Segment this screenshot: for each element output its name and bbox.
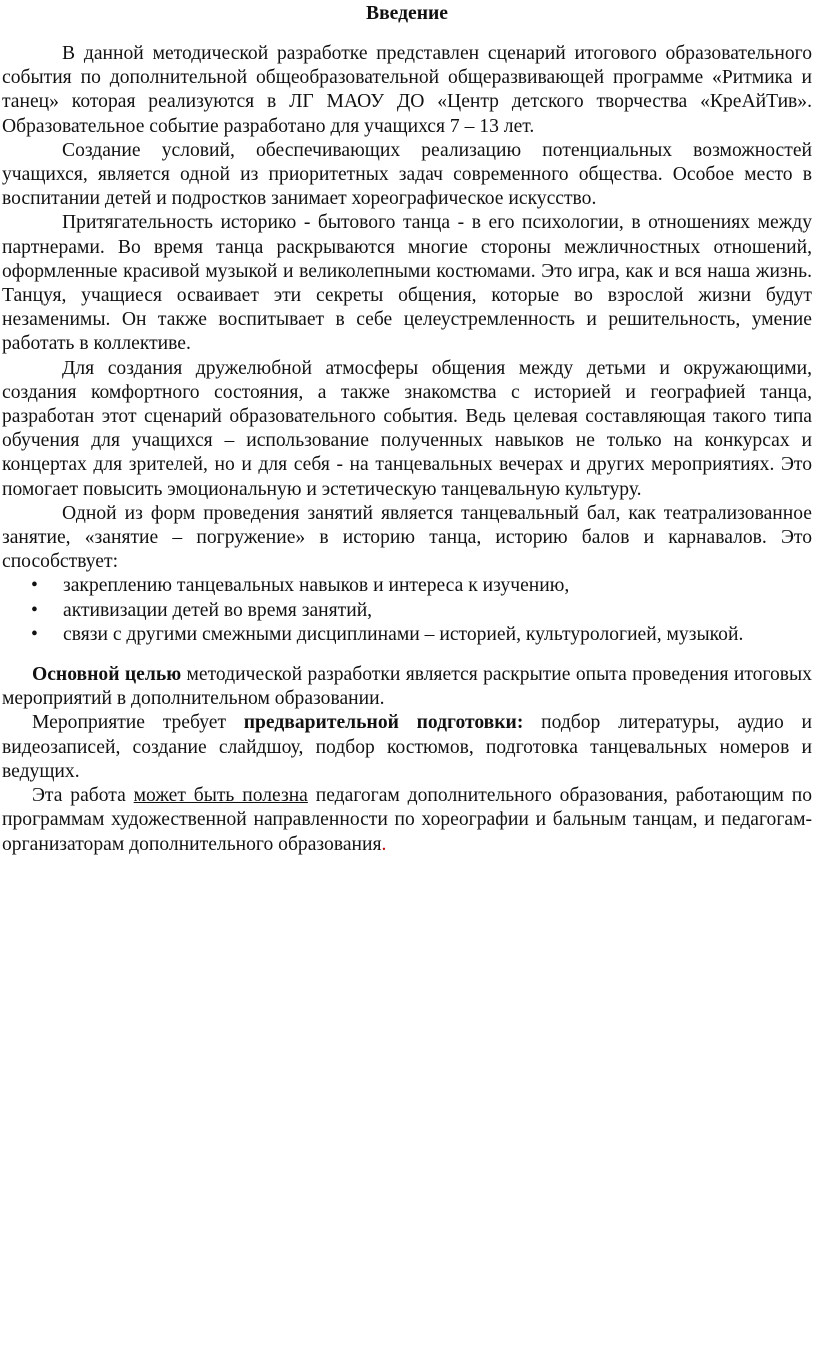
page-title: Введение [366,3,448,24]
paragraph-ball-form: Одной из форм проведения занятий является танцевальный бал, как театрализованное занятие, «занятие – погружение» в историю танца, историю балов и карнавалов. Это способствует: [2,502,812,573]
paragraph-intro: В данной методической разработке представлен сценарий итогового образовательного события по дополнительной общеобразовательной общеразвивающей программе «Ритмика и танец» которая реализуются в ЛГ МАОУ ДО «Центр детского творчества «КреАйТив». Образовательное событие разработано для учащихся 7 – 13 лет. [2,43,812,137]
paragraph-preparation [2,711,812,784]
paragraph-conditions: Создание условий, обеспечивающих реализацию потенциальных возможностей учащихся, является одной из приоритетных задач современного общества. Особое место в воспитании детей и подростков занимает хореографическое искусство. [2,139,812,210]
section-gap [2,647,812,663]
preparation-bold-text: предварительной подготовки: [243,712,524,734]
title-spacer [2,26,812,42]
paragraph-atmosphere: Для создания дружелюбной атмосферы общения между детьми и окружающими, создания комфортного состояния, а также знакомства с историей и географией танца, разработан этот сценарий образовательного события. Ведь целевая составляющая такого типа обучения для учащихся – использование полученных навыков не только на конкурсах и концертах для зрителей, но и для себя - на танцевальных вечерах и других мероприятиях. Это помогает повысить эмоциональную и эстетическую танцевальную культуру. [2,357,812,500]
list-item-text: активизации детей во время занятий, [63,599,373,621]
list-item-text: связи с другими смежными дисциплинами – историей, культурологией, музыкой. [63,623,744,645]
list-item-text: закреплению танцевальных навыков и интереса к изучению, [63,575,570,597]
paragraph-usefulness [2,784,812,857]
benefits-list [2,574,812,647]
bullet-icon: • [31,575,38,597]
bullet-icon: • [31,623,38,645]
paragraph-dance-appeal: Притягательность историко - бытового танца - в его психологии, в отношениях между партнерами. Во время танца раскрываются многие стороны межличностных отношений, оформленные красивой музыкой и великолепными костюмами. Это игра, как и вся наша жизнь. Танцуя, учащиеся осваивает эти секреты общения, которые во взрослой жизни будут незаменимы. Он также воспитывает в себе целеустремленность и решительность, умение работать в коллективе. [2,212,812,355]
preparation-text: подбор литературы, аудио и видеозаписей, создание слайдшоу, подбор костюмов, подготовка танцевальных номеров и ведущих. [2,712,812,782]
usefulness-lead: Эта работа [32,785,134,807]
usefulness-underlined-text: может быть полезна [133,785,308,807]
bullet-icon: • [31,599,38,621]
red-period: . [381,833,387,855]
list-item [2,599,812,623]
goal-text: методической разработки является раскрытие опыта проведения итоговых мероприятий в дополнительном образовании. [2,664,812,710]
list-item [2,623,812,647]
list-item [2,574,812,598]
usefulness-text: педагогам дополнительного образования, работающим по программам художественной направленности по хореографии и бальным танцам, и педагогам-организаторам дополнительного образования [2,785,812,855]
preparation-lead: Мероприятие требует [32,712,244,734]
goal-bold-text: Основной целью [32,664,182,686]
paragraph-goal [2,663,812,711]
